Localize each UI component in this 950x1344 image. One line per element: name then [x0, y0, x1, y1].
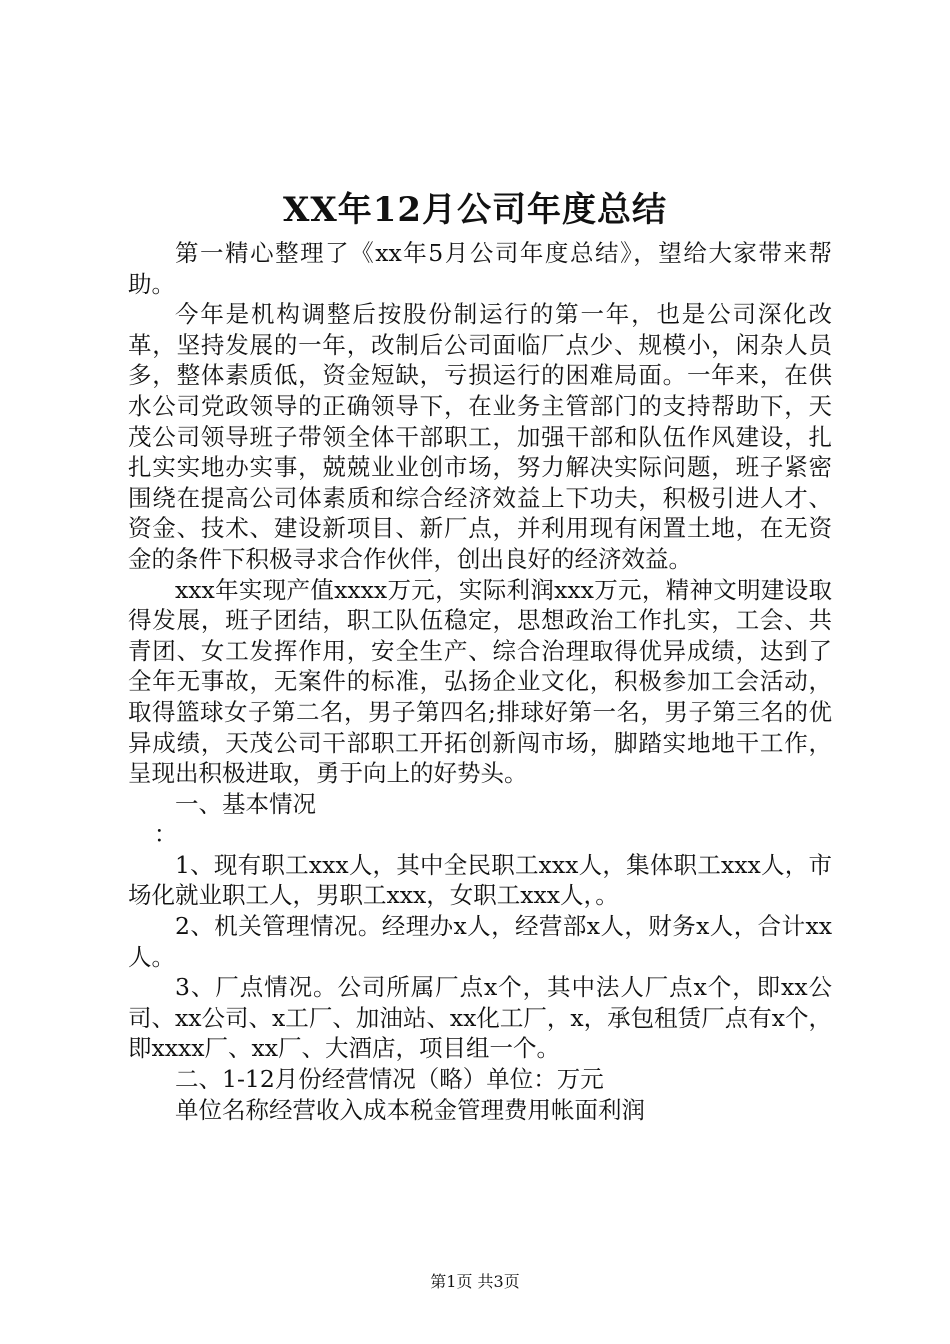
page-footer: 第1页 共3页: [430, 1272, 520, 1291]
paragraph-overview: 今年是机构调整后按股份制运行的第一年，也是公司深化改革，坚持发展的一年，改制后公司面临厂点少、规模小，闲杂人员多，整体素质低，资金短缺，亏损运行的困难局面。一年来，在供水公司党政领导的正确领导下，在业务主管部门的支持帮助下，天茂公司领导班子带领全体干部职工，加强干部和队伍作风建设，扎扎实实地办实事，兢兢业业创市场，努力解决实际问题，班子紧密围绕在提高公司体素质和综合经济效益上下功夫，积极引进人才、资金、技术、建设新项目、新厂点，并利用现有闲置土地，在无资金的条件下积极寻求合作伙伴，创出良好的经济效益。: [128, 300, 832, 573]
document-body: [128, 238, 832, 1125]
paragraph-intro: 第一精心整理了《xx年5月公司年度总结》，望给大家带来帮助。: [128, 239, 832, 298]
paragraph-colon: ：: [153, 820, 178, 849]
paragraph-staff: 1、现有职工xxx人，其中全民职工xxx人，集体职工xxx人，市场化就业职工人，男职工xxx，女职工xxx人，。: [128, 850, 832, 910]
paragraph-office: 2、机关管理情况。经理办x人，经营部x人，财务x人，合计xx人。: [128, 912, 832, 971]
table-header-line: 单位名称经营收入成本税金管理费用帐面利润: [175, 1095, 645, 1124]
paragraph-factories: 3、厂点情况。公司所属厂点x个，其中法人厂点x个，即xx公司、xx公司、x工厂、加油站、xx化工厂，x，承包租赁厂点有x个，即xxxx厂、xx厂、大酒店，项目组一个。: [128, 973, 832, 1063]
document-title: XX年12月公司年度总结: [282, 190, 668, 230]
paragraph-achievements: xxx年实现产值xxxx万元，实际利润xxx万元，精神文明建设取得发展，班子团结，职工队伍稳定，思想政治工作扎实，工会、共青团、女工发挥作用，安全生产、综合治理取得优异成绩，达到了全年无事故，无案件的标准，弘扬企业文化，积极参加工会活动，取得篮球女子第二名，男子第四名;排球好第一名，男子第三名的优异成绩，天茂公司干部职工开拓创新闯市场，脚踏实地地干工作，呈现出积极进取，勇于向上的好势头。: [128, 575, 832, 788]
section-heading-operations: 二、1-12月份经营情况（略）单位：万元: [175, 1065, 604, 1094]
section-heading-basic: 一、基本情况: [175, 789, 316, 818]
